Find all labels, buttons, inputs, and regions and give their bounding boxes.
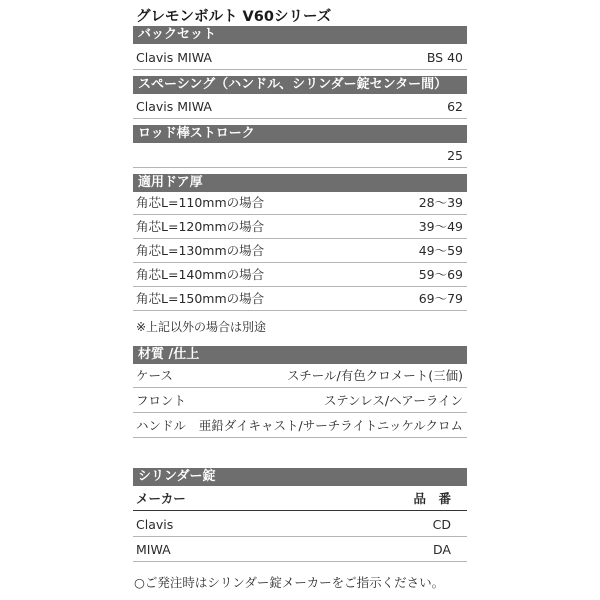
row-value: 亜鉛ダイキャスト/サーチライトニッケルクロム: [198, 418, 463, 433]
order-note: ○ご発注時はシリンダー錠メーカーをご指示ください。: [134, 575, 445, 590]
section-header-cylinder: シリンダー錠: [133, 468, 467, 486]
section-header-rod-stroke: ロッド棒ストローク: [133, 125, 467, 143]
row-label: 角芯L=120mmの場合: [136, 219, 265, 234]
row-label: フロント: [136, 393, 187, 408]
row-label: 角芯L=140mmの場合: [136, 267, 265, 282]
rod-stroke-row: [133, 144, 467, 168]
door-thickness-note: ※上記以外の場合は別途: [136, 320, 267, 334]
column-header-part-number: 品 番: [413, 491, 451, 506]
row-label: Clavis MIWA: [136, 50, 212, 65]
section-header-spacing: スペーシング（ハンドル、シリンダー錠センター間）: [133, 76, 467, 94]
row-value: 49〜59: [418, 243, 463, 258]
row-value: ステンレス/ヘアーライン: [323, 393, 463, 408]
door-thickness-row: [133, 263, 467, 287]
cylinder-row: [133, 538, 467, 562]
row-value: CD: [432, 517, 451, 532]
door-thickness-row: [133, 287, 467, 311]
row-value: 25: [447, 148, 463, 163]
door-thickness-row: [133, 191, 467, 215]
section-header-backset: バックセット: [133, 26, 467, 44]
section-header-door-thickness: 適用ドア厚: [133, 174, 467, 192]
door-thickness-row: [133, 239, 467, 263]
page-title: グレモンボルト V60シリーズ: [136, 9, 332, 25]
column-header-maker: メーカー: [136, 491, 186, 506]
row-value: DA: [433, 542, 451, 557]
spacing-row: [133, 95, 467, 119]
row-value: BS 40: [426, 50, 463, 65]
material-row: [133, 414, 467, 438]
backset-row: [133, 46, 467, 70]
row-label: 角芯L=150mmの場合: [136, 291, 265, 306]
row-label: ケース: [136, 368, 173, 383]
row-label: MIWA: [136, 542, 171, 557]
cylinder-row: [133, 513, 467, 537]
section-header-material: 材質 /仕上: [133, 346, 467, 364]
material-row: [133, 389, 467, 413]
row-label: Clavis: [136, 517, 174, 532]
row-value: 28〜39: [418, 195, 463, 210]
row-value: スチール/有色クロメート(三価): [287, 368, 463, 383]
cylinder-column-headers: [133, 487, 467, 511]
row-value: 59〜69: [418, 267, 463, 282]
door-thickness-row: [133, 215, 467, 239]
row-label: ハンドル: [136, 418, 187, 433]
row-value: 39〜49: [418, 219, 463, 234]
row-value: 69〜79: [418, 291, 463, 306]
row-label: 角芯L=130mmの場合: [136, 243, 265, 258]
row-label: 角芯L=110mmの場合: [136, 195, 265, 210]
material-row: [133, 364, 467, 388]
row-value: 62: [447, 99, 463, 114]
row-label: Clavis MIWA: [136, 99, 212, 114]
